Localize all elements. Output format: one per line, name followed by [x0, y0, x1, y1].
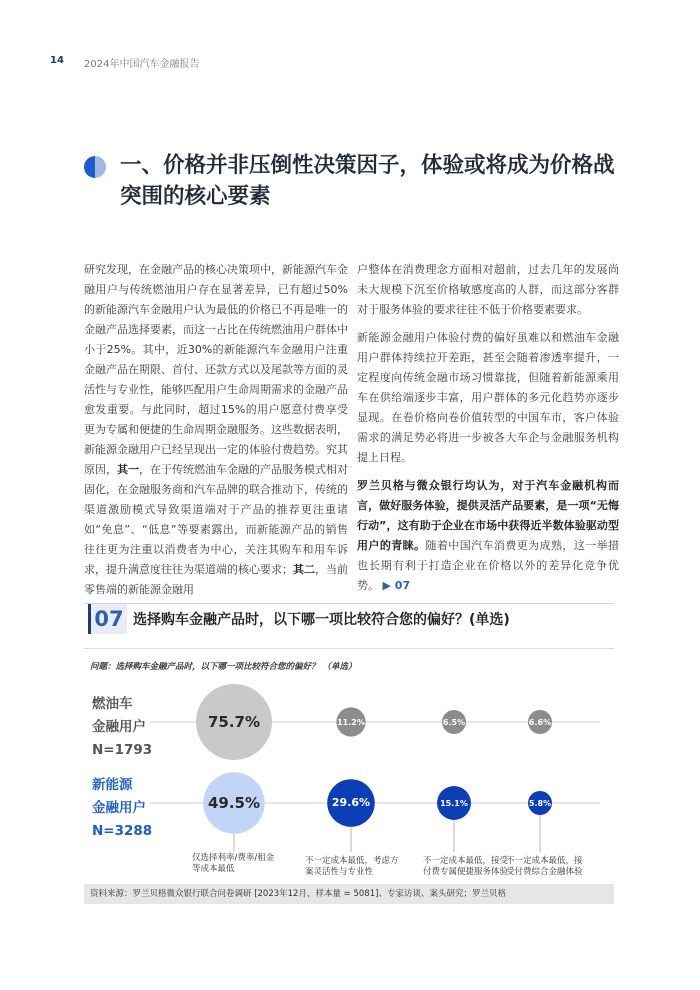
caption-1: 仅选择利率/费率/租金 等成本最低: [192, 853, 275, 874]
right-paragraph-1: 户整体在消费理念方面相对超前，过去几年的发展尚未大规模下沉至价格敏感度高的人群，而这部分客群对于服务体验的要求往往不低于价格要素要求。: [357, 263, 619, 316]
report-title: 2024年中国汽车金融报告: [84, 59, 200, 70]
bubble-label: 11.2%: [337, 718, 365, 727]
survey-question: 问题：选择购车金融产品时，以下哪一项比较符合您的偏好？ （单选）: [90, 662, 357, 672]
source-note: 资料来源：罗兰贝格微众银行联合问卷调研 [2023年12月，样本量 = 5081]、专家访谈、案头研究；罗兰贝格: [84, 884, 614, 904]
bubble-label: 75.7%: [207, 713, 261, 731]
section-heading: 一、价格并非压倒性决策因子，体验或将成为价格战突围的核心要素: [120, 153, 615, 209]
caption-4: 不一定成本最低，接 受付费综合金融体验: [506, 856, 583, 877]
figure-title: 选择购车金融产品时，以下哪一项比较符合您的偏好？(单选): [133, 612, 510, 628]
page-number: 14: [50, 55, 64, 66]
figure-number: 07: [88, 604, 127, 634]
bubble-label: 6.5%: [442, 718, 466, 727]
bubble-label: 6.6%: [528, 718, 552, 727]
bubble-label: 5.8%: [528, 799, 552, 808]
row-label-fuel: 燃油车 金融用户 N=1793: [92, 696, 153, 758]
bubble-label: 49.5%: [207, 794, 261, 812]
figure-reference-link[interactable]: ▶ 07: [382, 579, 411, 592]
caption-2: 不一定成本最低，考虑方 案灵活性与专业性: [305, 856, 399, 877]
caption-3: 不一定成本最低，接受 付费专属便捷服务体验: [423, 856, 509, 877]
left-paragraph: 研究发现，在金融产品的核心决策项中，新能源汽车金融用户与传统燃油用户存在显著差异，已有超过50%的新能源汽车金融用户认为最低的价格已不再是唯一的金融产品选择要素，而这一占比在传统燃油用户群体中小于25%。其中，近30%的新能源汽车金融用户注重金融产品在期限、首付、还款方式以及尾款等方面的灵活性与专业性，能够匹配用户生命周期需求的金融产品愈发重要。与此同时，超过15%的用户愿意付费享受更为专属和便捷的生命周期金融服务。这些数据表明，新能源金融用户已经呈现出一定的体验付费趋势。究其原因，其一，在于传统燃油车金融的产品服务模式相对固化，在金融服务商和汽车品牌的联合推动下，传统的渠道激励模式导致渠道端对于产品的推荐更注重诸如“免息”、“低息”等要素露出，而新能源产品的销售往往更为注重以消费者为中心，关注其购车和用车诉求，提升满意度往往为渠道端的核心要求；其二，当前零售端的新能源金融用: [84, 263, 348, 596]
bubble-label: 15.1%: [440, 799, 468, 808]
right-paragraph-3: 罗兰贝格与微众银行均认为，对于汽车金融机构而言，做好服务体验，提供灵活产品要素，是一项“无悔行动”，这有助于企业在市场中获得近半数体验驱动型用户的青睐。随着中国汽车消费更为成熟，这一举措也长期有利于打造企业在价格以外的差异化竞争优势。 ▶ 07: [357, 479, 620, 592]
right-paragraph-2: 新能源金融用户体验付费的偏好虽难以和燃油车金融用户群体持续拉开差距，甚至会随着渗透率提升，一定程度向传统金融市场习惯靠拢，但随着新能源乘用车在供给端逐步丰富，用户群体的多元化趋势亦逐步显现。在卷价格向卷价值转型的中国车市，客户体验需求的满足势必将进一步被各大车企与金融服务机构提上日程。: [357, 331, 619, 464]
bubble-label: 29.6%: [331, 796, 371, 809]
row-label-nev: 新能源 金融用户 N=3288: [92, 777, 153, 839]
